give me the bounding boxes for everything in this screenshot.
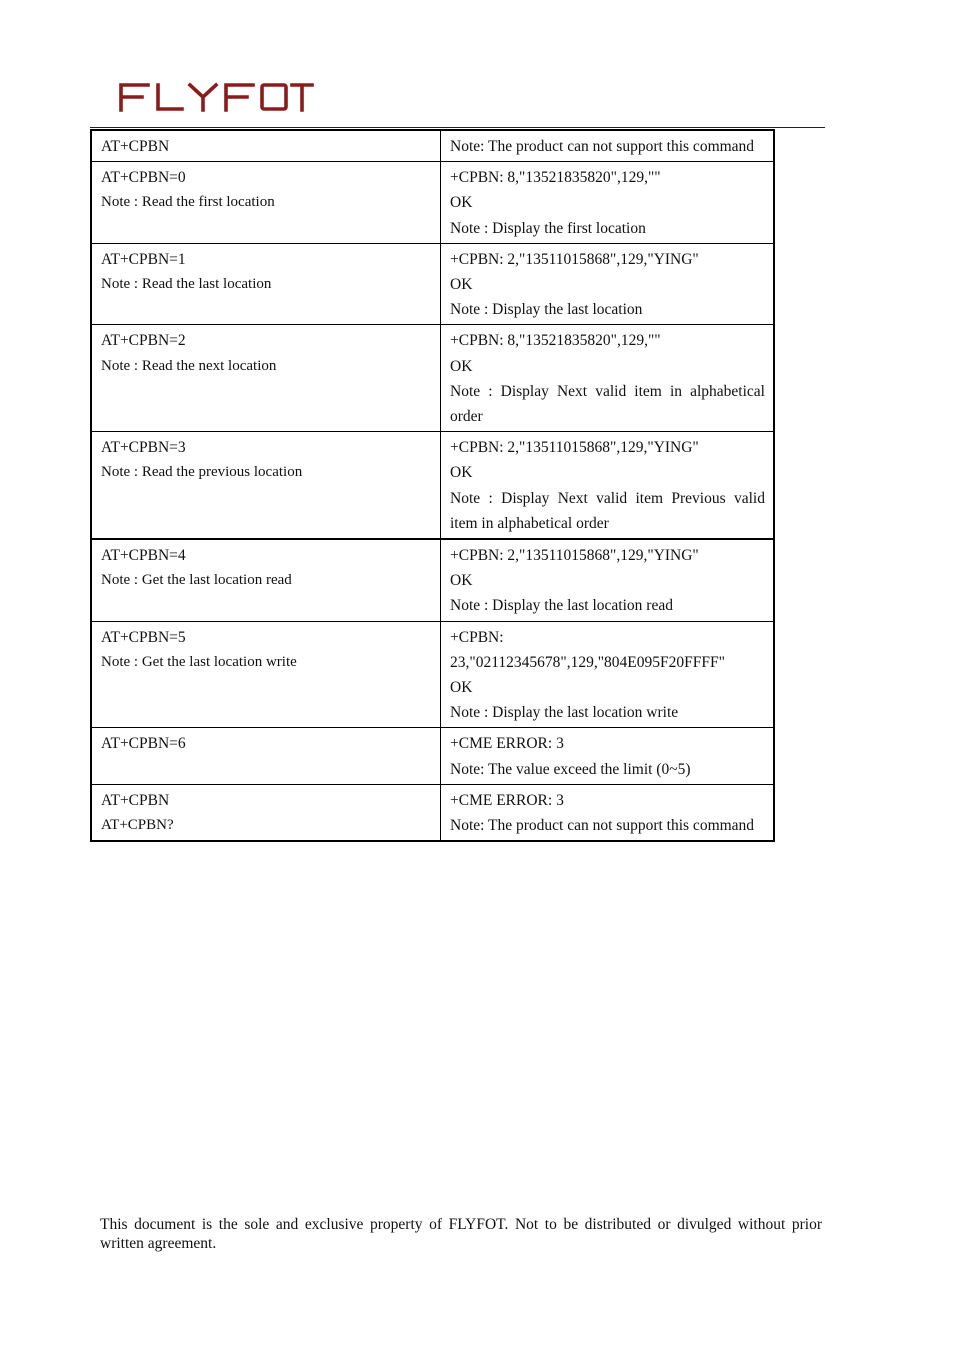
command-note: Note : Get the last location write <box>101 653 297 670</box>
response-cell <box>441 432 775 539</box>
response-cell <box>441 784 775 841</box>
command-note: Note : Read the next location <box>101 357 277 374</box>
command-cell <box>91 325 441 432</box>
command-cell <box>91 728 441 784</box>
response-line: +CME ERROR: 3 <box>450 791 564 809</box>
command-cell <box>91 162 441 244</box>
command-text: AT+CPBN=1 <box>101 250 186 268</box>
response-line: Note : Display the last location read <box>450 597 673 615</box>
table-row <box>91 539 774 621</box>
command-text: AT+CPBN=3 <box>101 439 186 457</box>
command-cell <box>91 130 441 162</box>
response-cell <box>441 621 775 728</box>
response-line: +CPBN: 23,"02112345678",129,"804E095F20FFFF" <box>450 628 725 671</box>
command-text: AT+CPBN=4 <box>101 547 186 565</box>
response-line: Note: The product can not support this command <box>450 138 755 155</box>
response-cell <box>441 728 775 784</box>
response-line: Note : Display the last location write <box>450 704 679 722</box>
response-line: Note : Display the last location <box>450 301 643 319</box>
flyfot-logo <box>118 82 314 112</box>
command-text: AT+CPBN <box>101 138 170 155</box>
response-line: OK <box>450 572 473 590</box>
command-text: AT+CPBN=0 <box>101 169 186 187</box>
table-row <box>91 784 774 841</box>
command-cell <box>91 784 441 841</box>
footer-disclaimer: This document is the sole and exclusive property of FLYFOT. Not to be distributed or divulged without prior written agreement. <box>100 1216 822 1252</box>
response-line: +CPBN: 2,"13511015868",129,"YING" <box>450 439 699 457</box>
response-cell <box>441 539 775 621</box>
table-row <box>91 621 774 728</box>
response-cell <box>441 130 775 162</box>
table-row <box>91 130 774 162</box>
command-note: Note : Read the previous location <box>101 464 303 481</box>
response-line: Note : Display Next valid item Previous valid item in alphabetical order <box>450 489 765 532</box>
response-cell <box>441 325 775 432</box>
table-row <box>91 162 774 244</box>
response-line: OK <box>450 679 473 697</box>
command-cell <box>91 539 441 621</box>
table-row <box>91 432 774 539</box>
response-line: Note: The value exceed the limit (0~5) <box>450 760 691 778</box>
response-line: Note : Display the first location <box>450 219 646 237</box>
response-cell <box>441 162 775 244</box>
response-line: +CME ERROR: 3 <box>450 735 564 753</box>
table-row <box>91 243 774 325</box>
response-line: OK <box>450 276 473 294</box>
command-note: Note : Get the last location read <box>101 572 292 589</box>
response-line: +CPBN: 8,"13521835820",129,"" <box>450 169 661 187</box>
command-text: AT+CPBN=5 <box>101 628 186 646</box>
response-line: OK <box>450 357 473 375</box>
response-cell <box>441 243 775 325</box>
command-cell <box>91 432 441 539</box>
command-cell <box>91 243 441 325</box>
command-note: AT+CPBN? <box>101 817 174 834</box>
table-row <box>91 728 774 784</box>
command-note: Note : Read the first location <box>101 194 275 211</box>
response-line: +CPBN: 2,"13511015868",129,"YING" <box>450 547 699 565</box>
response-line: Note: The product can not support this command <box>450 817 755 835</box>
response-line: Note : Display Next valid item in alphabetical order <box>450 382 765 426</box>
table-row <box>91 325 774 432</box>
response-line: +CPBN: 2,"13511015868",129,"YING" <box>450 250 699 268</box>
command-text: AT+CPBN=2 <box>101 332 186 350</box>
command-text: AT+CPBN <box>101 791 170 809</box>
at-command-table <box>90 129 775 842</box>
command-text: AT+CPBN=6 <box>101 735 186 753</box>
header-rule <box>90 127 825 128</box>
response-line: OK <box>450 464 473 482</box>
response-line: OK <box>450 194 473 212</box>
response-line: +CPBN: 8,"13521835820",129,"" <box>450 332 661 350</box>
command-note: Note : Read the last location <box>101 276 272 293</box>
command-cell <box>91 621 441 728</box>
